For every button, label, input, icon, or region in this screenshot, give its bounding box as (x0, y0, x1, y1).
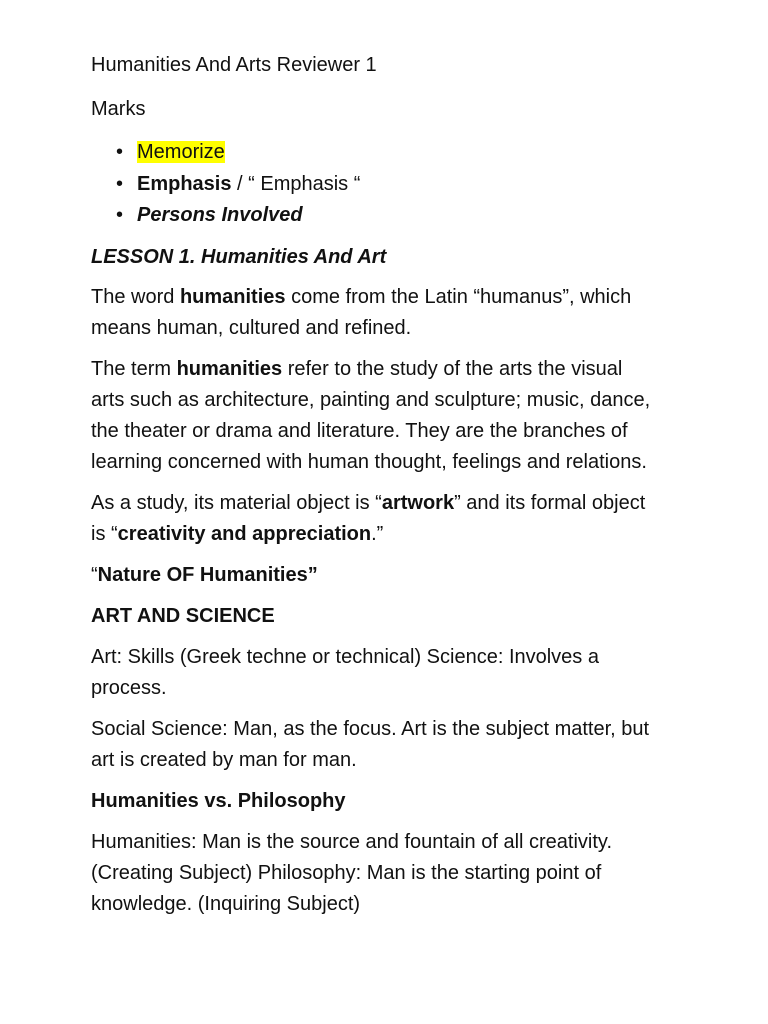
text: ” and its formal object (454, 491, 646, 514)
text-line: art is created by man for man. (91, 748, 357, 771)
paragraph-social-science (91, 714, 708, 776)
text-line: Art: Skills (Greek techne or technical) Science: Involves a (91, 645, 599, 668)
persons-involved: Persons Involved (137, 204, 303, 226)
paragraph-art-science (91, 642, 708, 704)
text: come from the Latin “humanus”, which (285, 285, 632, 308)
text-line: arts such as architecture, painting and sculpture; music, dance, (91, 388, 651, 411)
emphasis-bold: Emphasis (137, 172, 232, 195)
bold-term: humanities (179, 285, 286, 308)
paragraph-study-object (91, 488, 708, 550)
marks-item-persons (91, 200, 708, 232)
text: refer to the study of the arts the visual (282, 357, 623, 380)
text: As a study, its material object is “ (91, 491, 382, 514)
bullet-icon: • (116, 141, 124, 163)
marks-item-emphasis (91, 169, 708, 201)
text: is “ (91, 522, 118, 545)
text-line: learning concerned with human thought, feelings and relations. (91, 450, 647, 473)
text: The term (91, 357, 177, 380)
paragraph-humanities-origin (91, 282, 708, 344)
text: The word (91, 285, 180, 308)
text-line: means human, cultured and refined. (91, 316, 412, 339)
text-line: process. (91, 676, 167, 699)
bold-heading: Humanities vs. Philosophy (91, 789, 346, 812)
lesson-heading: LESSON 1. Humanities And Art (91, 245, 387, 268)
bullet-icon: • (116, 204, 124, 226)
marks-label: Marks (91, 98, 146, 120)
bold-term: humanities (176, 357, 283, 380)
memorize-highlight: Memorize (137, 141, 225, 163)
bold-term: artwork (381, 491, 455, 514)
emphasis-quoted: / “ Emphasis “ (231, 172, 361, 195)
document-title: Humanities And Arts Reviewer 1 (91, 54, 377, 76)
text: “ (91, 563, 98, 586)
paragraph-humanities-philosophy (91, 827, 708, 920)
art-science-heading (91, 601, 708, 632)
paragraph-humanities-term (91, 354, 708, 478)
text-line: the theater or drama and literature. They are the branches of (91, 419, 628, 442)
bold-term: creativity and appreciation (117, 522, 372, 545)
text-line: knowledge. (Inquiring Subject) (91, 892, 361, 915)
marks-item-memorize (91, 137, 708, 169)
text-line: Social Science: Man, as the focus. Art is the subject matter, but (91, 717, 650, 740)
marks-list (91, 137, 708, 232)
humanities-philosophy-heading (91, 786, 708, 817)
bold-heading: Nature OF Humanities” (97, 563, 318, 586)
nature-heading (91, 560, 708, 591)
text: .” (371, 522, 384, 545)
text-line: Humanities: Man is the source and fountain of all creativity. (91, 830, 612, 853)
bold-heading: ART AND SCIENCE (91, 604, 275, 627)
bullet-icon: • (116, 172, 124, 195)
text-line: (Creating Subject) Philosophy: Man is the starting point of (91, 861, 602, 884)
